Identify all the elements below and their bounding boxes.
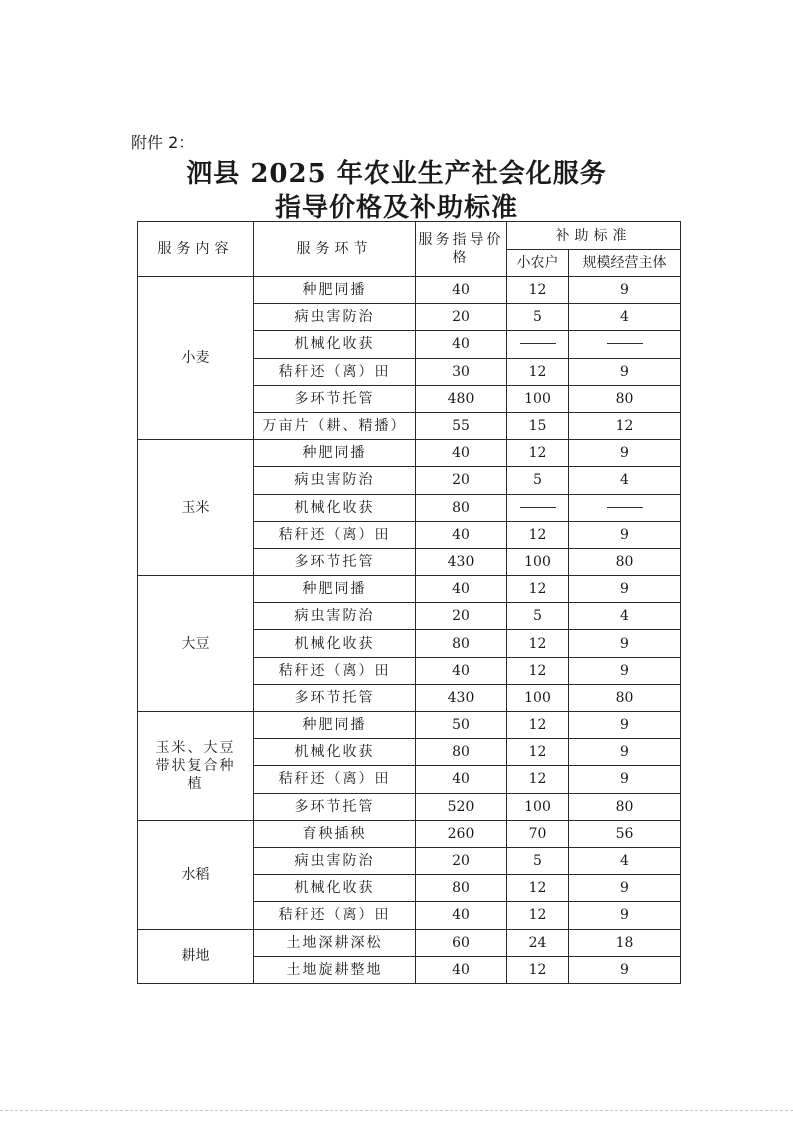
cell-price: 20 [416, 847, 507, 874]
cell-step: 秸秆还（离）田 [254, 766, 416, 793]
cell-price: 430 [416, 684, 507, 711]
cell-price: 80 [416, 875, 507, 902]
cell-large: 9 [569, 576, 681, 603]
cell-step: 秸秆还（离）田 [254, 521, 416, 548]
cell-large: 18 [569, 929, 681, 956]
table-row [138, 820, 681, 847]
cell-price: 480 [416, 385, 507, 412]
cell-step: 病虫害防治 [254, 304, 416, 331]
crop-group-label: 玉米、大豆带状复合种植 [138, 712, 254, 821]
cell-small: 5 [507, 603, 569, 630]
cell-large [569, 331, 681, 358]
cell-small: 12 [507, 630, 569, 657]
cell-small: 12 [507, 712, 569, 739]
cell-step: 种肥同播 [254, 712, 416, 739]
header-content: 服务内容 [138, 222, 254, 277]
cell-small: 5 [507, 847, 569, 874]
cell-step: 多环节托管 [254, 385, 416, 412]
dash-mark [520, 343, 556, 345]
cell-small: 12 [507, 902, 569, 929]
crop-group-label: 大豆 [138, 576, 254, 712]
cell-small: 100 [507, 548, 569, 575]
cell-large: 9 [569, 657, 681, 684]
cell-price: 40 [416, 902, 507, 929]
header-small-farmer: 小农户 [507, 250, 569, 277]
cell-step: 机械化收获 [254, 494, 416, 521]
cell-small: 5 [507, 304, 569, 331]
cell-price: 40 [416, 956, 507, 983]
cell-step: 多环节托管 [254, 548, 416, 575]
cell-price: 50 [416, 712, 507, 739]
cell-large: 9 [569, 739, 681, 766]
cell-large: 4 [569, 847, 681, 874]
table-row [138, 440, 681, 467]
cell-step: 多环节托管 [254, 793, 416, 820]
cell-small: 12 [507, 576, 569, 603]
cell-step: 土地深耕深松 [254, 929, 416, 956]
cell-small [507, 494, 569, 521]
cell-price: 80 [416, 739, 507, 766]
cell-large: 4 [569, 467, 681, 494]
cell-price: 260 [416, 820, 507, 847]
dash-mark [520, 507, 556, 509]
table-row [138, 576, 681, 603]
cell-step: 机械化收获 [254, 875, 416, 902]
crop-group-label: 玉米 [138, 440, 254, 576]
cell-step: 种肥同播 [254, 576, 416, 603]
cell-large: 9 [569, 712, 681, 739]
header-large-operator: 规模经营主体 [569, 250, 681, 277]
cell-large: 9 [569, 766, 681, 793]
cell-large: 9 [569, 902, 681, 929]
cell-price: 40 [416, 657, 507, 684]
crop-group-label: 耕地 [138, 929, 254, 983]
cell-large: 80 [569, 684, 681, 711]
cell-step: 机械化收获 [254, 331, 416, 358]
table-row [138, 712, 681, 739]
price-table [137, 221, 681, 984]
cell-small: 100 [507, 793, 569, 820]
header-subsidy: 补助标准 [507, 222, 681, 250]
attachment-label: 附件 2： [131, 133, 195, 152]
cell-step: 病虫害防治 [254, 847, 416, 874]
cell-price: 520 [416, 793, 507, 820]
cell-small: 12 [507, 875, 569, 902]
cell-large: 9 [569, 440, 681, 467]
cell-step: 万亩片（耕、精播） [254, 412, 416, 439]
cell-price: 40 [416, 766, 507, 793]
cell-large: 9 [569, 875, 681, 902]
cell-step: 病虫害防治 [254, 467, 416, 494]
table-row [138, 277, 681, 304]
cell-price: 430 [416, 548, 507, 575]
cell-large: 9 [569, 956, 681, 983]
cell-price: 20 [416, 467, 507, 494]
cell-small: 12 [507, 766, 569, 793]
cell-large [569, 494, 681, 521]
cell-price: 20 [416, 304, 507, 331]
cell-large: 80 [569, 385, 681, 412]
cell-step: 机械化收获 [254, 739, 416, 766]
cell-large: 4 [569, 304, 681, 331]
cell-price: 40 [416, 576, 507, 603]
page-title: 泗县 2025 年农业生产社会化服务 [186, 159, 607, 189]
cell-large: 9 [569, 358, 681, 385]
cell-small: 12 [507, 657, 569, 684]
cell-step: 秸秆还（离）田 [254, 358, 416, 385]
cell-small: 100 [507, 684, 569, 711]
table-row [138, 929, 681, 956]
crop-group-label: 水稻 [138, 820, 254, 929]
cell-price: 20 [416, 603, 507, 630]
dash-mark [607, 343, 643, 345]
cell-large: 80 [569, 548, 681, 575]
cell-price: 40 [416, 440, 507, 467]
cell-price: 40 [416, 521, 507, 548]
cell-price: 55 [416, 412, 507, 439]
cell-small: 12 [507, 956, 569, 983]
cell-step: 土地旋耕整地 [254, 956, 416, 983]
cell-small: 12 [507, 739, 569, 766]
crop-group-label: 小麦 [138, 277, 254, 440]
cell-step: 病虫害防治 [254, 603, 416, 630]
cell-step: 育秧插秧 [254, 820, 416, 847]
cell-large: 12 [569, 412, 681, 439]
cell-large: 4 [569, 603, 681, 630]
cell-large: 9 [569, 277, 681, 304]
cell-price: 80 [416, 494, 507, 521]
header-step: 服务环节 [254, 222, 416, 277]
page-subtitle: 指导价格及补助标准 [274, 193, 518, 223]
header-price: 服务指导价格 [416, 222, 507, 277]
cell-price: 40 [416, 277, 507, 304]
cell-small [507, 331, 569, 358]
cell-large: 9 [569, 521, 681, 548]
dash-mark [607, 507, 643, 509]
cell-step: 种肥同播 [254, 440, 416, 467]
cell-small: 15 [507, 412, 569, 439]
cell-price: 30 [416, 358, 507, 385]
cell-price: 60 [416, 929, 507, 956]
page-bottom-rule [0, 1110, 793, 1111]
cell-large: 80 [569, 793, 681, 820]
cell-step: 秸秆还（离）田 [254, 657, 416, 684]
cell-price: 80 [416, 630, 507, 657]
cell-small: 100 [507, 385, 569, 412]
cell-price: 40 [416, 331, 507, 358]
cell-small: 70 [507, 820, 569, 847]
cell-small: 12 [507, 277, 569, 304]
cell-small: 5 [507, 467, 569, 494]
cell-small: 24 [507, 929, 569, 956]
cell-small: 12 [507, 440, 569, 467]
cell-step: 多环节托管 [254, 684, 416, 711]
cell-step: 种肥同播 [254, 277, 416, 304]
cell-large: 56 [569, 820, 681, 847]
cell-step: 秸秆还（离）田 [254, 902, 416, 929]
cell-small: 12 [507, 358, 569, 385]
cell-large: 9 [569, 630, 681, 657]
cell-step: 机械化收获 [254, 630, 416, 657]
cell-small: 12 [507, 521, 569, 548]
